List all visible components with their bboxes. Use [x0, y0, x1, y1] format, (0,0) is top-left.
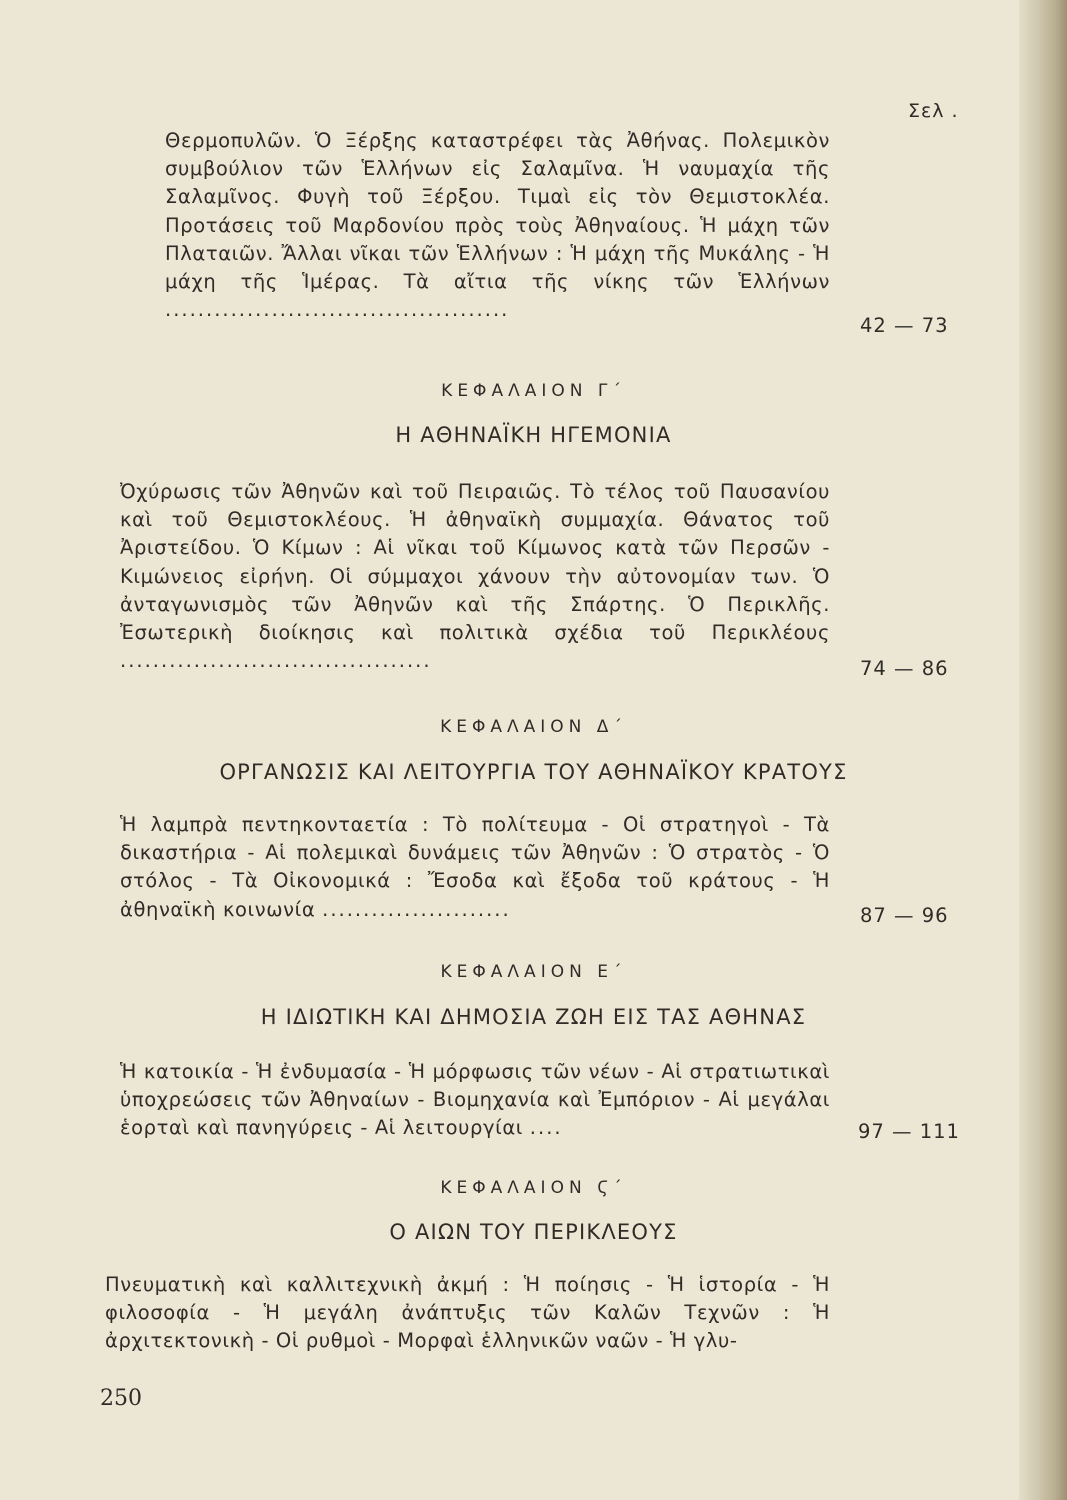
- entry-text: Πνευματικὴ καὶ καλλιτεχνικὴ ἀκμή : Ἡ ποίησις - Ἡ ἱστορία - Ἡ φιλοσοφία - Ἡ μεγάλη ἀνάπτυξις τῶν Καλῶν Τεχνῶν : Ἡ ἀρχιτεκτονικὴ - Οἱ ρυθμοὶ - Μορφαὶ ἑλληνικῶν ναῶν - Ἡ γλυ-: [105, 1273, 830, 1353]
- chapter-title: Ο ΑΙΩΝ ΤΟΥ ΠΕΡΙΚΛΕΟΥΣ: [389, 1220, 678, 1244]
- entry-pages: 97 — 111: [858, 1120, 960, 1143]
- leader-dots: .......................: [322, 897, 511, 921]
- chapter-label: ΚΕΦΑΛΑΙΟΝ Ϛ΄: [440, 1178, 627, 1198]
- chapter-title: ΟΡΓΑΝΩΣΙΣ ΚΑΙ ΛΕΙΤΟΥΡΓΙΑ ΤΟΥ ΑΘΗΝΑΪΚΟΥ ΚΡΑΤΟΥΣ: [219, 760, 848, 784]
- chapter-label: ΚΕΦΑΛΑΙΟΝ Δ΄: [440, 717, 627, 737]
- entry-pages: 87 — 96: [860, 904, 949, 927]
- page-column-label: Σελ .: [908, 100, 959, 122]
- page-number: 250: [100, 1386, 142, 1411]
- leader-dots: ....: [529, 1116, 563, 1140]
- chapter-title: Η ΑΘΗΝΑΪΚΗ ΗΓΕΜΟΝΙΑ: [395, 423, 672, 447]
- entry-text: Ὀχύρωσις τῶν Ἀθηνῶν καὶ τοῦ Πειραιῶς. Τὸ τέλος τοῦ Παυσανίου καὶ τοῦ Θεμιστοκλέους. Ἡ ἀθηναϊκὴ συμμαχία. Θάνατος τοῦ Ἀριστείδου. Ὁ Κίμων : Αἱ νῖκαι τοῦ Κίμωνος κατὰ τῶν Περσῶν - Κιμώνειος εἰρήνη. Οἱ σύμμαχοι χάνουν τὴν αὐτονομίαν των. Ὁ ἀνταγωνισμὸς τῶν Ἀθηνῶν καὶ τῆς Σπάρτης. Ὁ Περικλῆς. Ἐσωτερικὴ διοίκησις καὶ πολιτικὰ σχέδια τοῦ Περικλέους ......................................: [120, 480, 830, 673]
- chapter-label: ΚΕΦΑΛΑΙΟΝ Γ΄: [441, 381, 626, 401]
- leader-dots: ..........................................: [165, 298, 510, 322]
- page-edge-shadow: [1019, 0, 1067, 1500]
- entry-pages: 74 — 86: [860, 657, 949, 680]
- entry-text: Θερμοπυλῶν. Ὁ Ξέρξης καταστρέφει τὰς Ἀθήνας. Πολεμικὸν συμβούλιον τῶν Ἑλλήνων εἰς Σαλαμῖνα. Ἡ ναυμαχία τῆς Σαλαμῖνος. Φυγὴ τοῦ Ξέρξου. Τιμαὶ εἰς τὸν Θεμιστοκλέα. Προτάσεις τοῦ Μαρδονίου πρὸς τοὺς Ἀθηναίους. Ἡ μάχη τῶν Πλαταιῶν. Ἄλλαι νῖκαι τῶν Ἑλλήνων : Ἡ μάχη τῆς Μυκάλης - Ἡ μάχη τῆς Ἱμέρας. Τὰ αἴτια τῆς νίκης τῶν Ἑλλήνων ..........................................: [165, 129, 830, 322]
- entry-text: Ἡ λαμπρὰ πεντηκονταετία : Τὸ πολίτευμα - Οἱ στρατηγοὶ - Τὰ δικαστήρια - Αἱ πολεμικαὶ δυνάμεις τῶν Ἀθηνῶν : Ὁ στρατὸς - Ὁ στόλος - Τὰ Οἰκονομικά : Ἔσοδα καὶ ἔξοδα τοῦ κράτους - Ἡ ἀθηναϊκὴ κοινωνία .......................: [120, 813, 830, 921]
- entry-text: Ἡ κατοικία - Ἡ ἐνδυμασία - Ἡ μόρφωσις τῶν νέων - Αἱ στρατιωτικαὶ ὑποχρεώσεις τῶν Ἀθηναίων - Βιομηχανία καὶ Ἐμπόριον - Αἱ μεγάλαι ἑορταὶ καὶ πανηγύρεις - Αἱ λειτουργίαι ....: [120, 1060, 830, 1140]
- chapter-title: Η ΙΔΙΩΤΙΚΗ ΚΑΙ ΔΗΜΟΣΙΑ ΖΩΗ ΕΙΣ ΤΑΣ ΑΘΗΝΑΣ: [260, 1005, 807, 1029]
- entry-pages: 42 — 73: [860, 314, 949, 337]
- chapter-label: ΚΕΦΑΛΑΙΟΝ Ε΄: [440, 962, 627, 982]
- leader-dots: ......................................: [120, 649, 432, 673]
